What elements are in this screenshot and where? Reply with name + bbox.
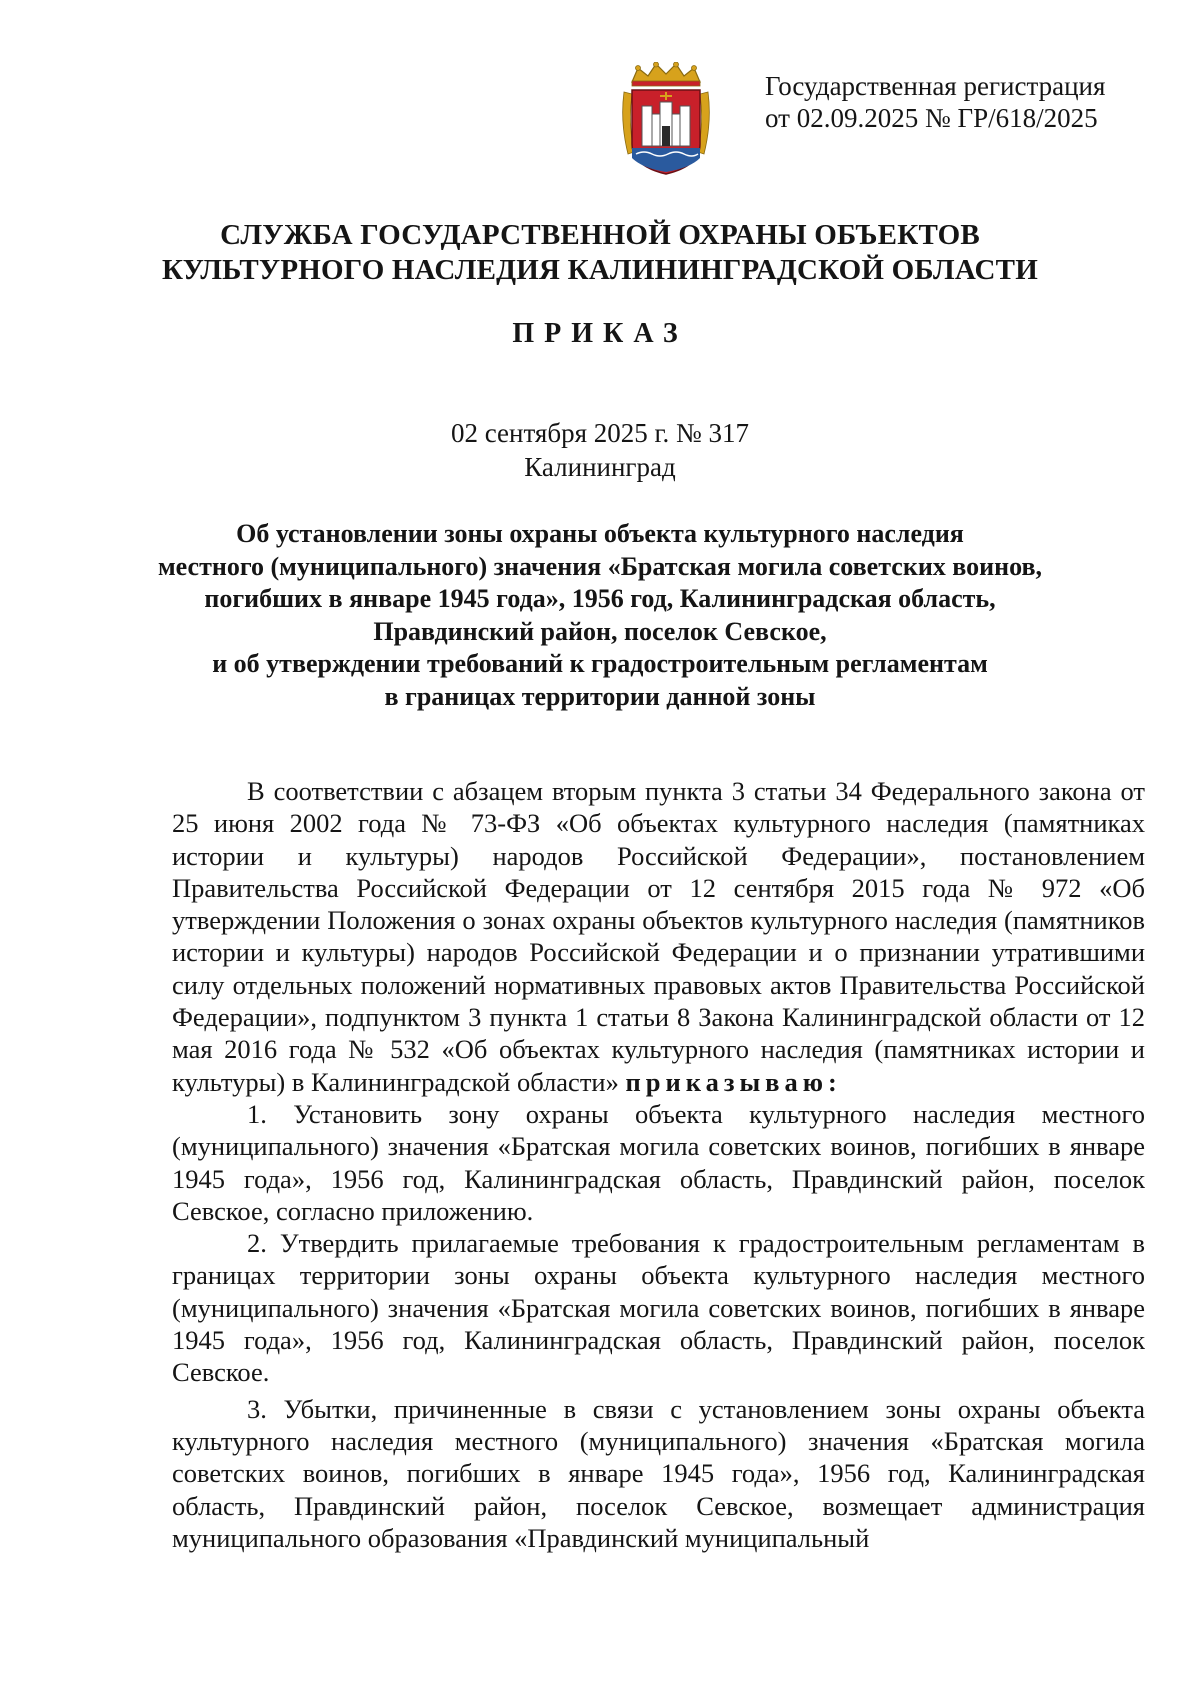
registration-line-2: от 02.09.2025 № ГР/618/2025: [765, 103, 1098, 133]
document-type-heading: ПРИКАЗ: [512, 318, 688, 349]
order-item-3: 3. Убытки, причиненные в связи с установлением зоны охраны объекта культурного наследия местного (муниципального) значения «Братская могила советских воинов, погибших в январе 1945 года», 1956 год, Калининградская область, Правдинский район, поселок Севское, возмещает администрация муниципального образования «Правдинский муниципальный: [172, 1393, 1145, 1553]
title-line: в границах территории данной зоны: [384, 681, 816, 711]
title-line: и об утверждении требований к градостроительным регламентам: [212, 649, 988, 678]
document-title: [120, 518, 1080, 713]
registration-line-1: Государственная регистрация: [765, 71, 1106, 101]
order-city: Калининград: [524, 452, 676, 482]
title-line: Об установлении зоны охраны объекта культурного наследия: [236, 519, 964, 548]
agency-line-1: СЛУЖБА ГОСУДАРСТВЕННОЙ ОХРАНЫ ОБЪЕКТОВ: [220, 219, 980, 251]
order-date-number: 02 сентября 2025 г. № 317: [450, 418, 750, 448]
title-line: Правдинский район, поселок Севское,: [373, 616, 827, 646]
kaliningrad-coat-of-arms-icon: [620, 62, 712, 178]
agency-name: [100, 218, 1100, 288]
title-line: погибших в январе 1945 года», 1956 год, Калининградская область,: [204, 584, 996, 613]
directive-word: приказываю:: [625, 1066, 842, 1097]
document-body: [172, 775, 1145, 1554]
registration-stamp: [765, 70, 1165, 134]
preamble-paragraph: [172, 775, 1145, 1098]
order-item-1: 1. Установить зону охраны объекта культурного наследия местного (муниципального) значения «Братская могила советских воинов, погибших в январе 1945 года», 1956 год, Калининградская область, Правдинский район, поселок Севское, согласно приложению.: [172, 1098, 1145, 1226]
order-item-2: 2. Утвердить прилагаемые требования к градостроительным регламентам в границах территории зоны охраны объекта культурного наследия местного (муниципального) значения «Братская могила советских воинов, погибших в январе 1945 года», 1956 год, Калининградская область, Правдинский район, поселок Севское.: [172, 1228, 1145, 1388]
title-line: местного (муниципального) значения «Братская могила советских воинов,: [157, 551, 1043, 581]
preamble-text: В соответствии с абзацем вторым пункта 3 статьи 34 Федерального закона от 25 июня 2002 года № 73-ФЗ «Об объектах культурного наследия (памятниках истории и культуры) народов Российской Федерации», постановлением Правительства Российской Федерации от 12 сентября 2015 года № 972 «Об утверждении Положения о зонах охраны объектов культурного наследия (памятников истории и культуры) народов Российской Федерации и о признании утратившими силу отдельных положений нормативных правовых актов Правительства Российской Федерации», подпунктом 3 пункта 1 статьи 8 Закона Калининградской области от 12 мая 2016 года № 532 «Об объектах культурного наследия (памятниках истории и культуры) в Калининградской области»: [172, 776, 1145, 1097]
agency-line-2: КУЛЬТУРНОГО НАСЛЕДИЯ КАЛИНИНГРАДСКОЙ ОБЛАСТИ: [162, 254, 1038, 286]
